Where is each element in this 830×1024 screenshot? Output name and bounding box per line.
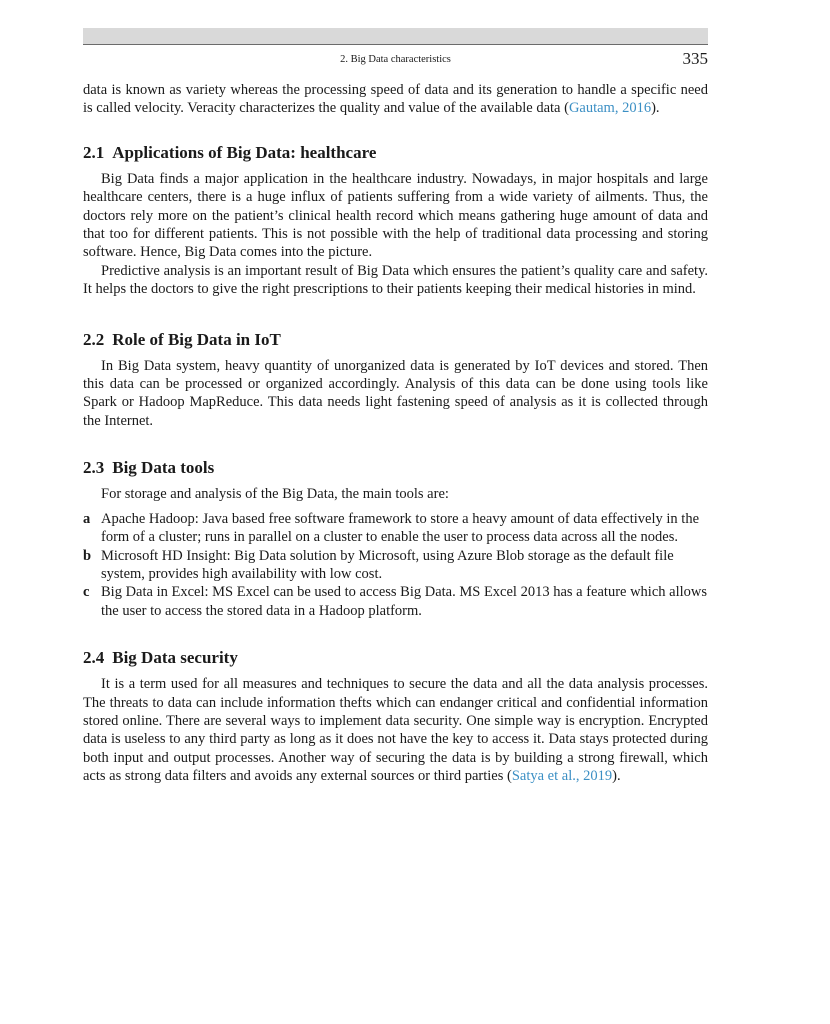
tools-lead-paragraph: For storage and analysis of the Big Data, the main tools are: [101, 486, 449, 503]
section-title: Big Data tools [112, 458, 215, 478]
list-marker: a [83, 510, 91, 527]
list-marker: b [83, 547, 92, 564]
section-title: Applications of Big Data: healthcare [112, 142, 377, 162]
intro-tail: ). [651, 100, 660, 117]
section-number: 2.3 [83, 458, 105, 478]
page-body [83, 81, 708, 786]
section-number: 2.4 [83, 648, 105, 668]
section-heading-2-2 [83, 329, 708, 351]
security-text: It is a term used for all measures and techniques to secure the data and all the data analysis processes. The threats to data can include information thefts which can endanger critical and confidential information stored online. There are several ways to implement data security. One simple way is encryption. Encrypted data is useless to any third party as long as it does not have the key to access it. Data stays protected during both input and output processes. Another way of securing the data is by building a strong firewall, which acts as strong data filters and avoids any external sources or third parties ( [83, 676, 708, 785]
section-number: 2.2 [83, 329, 105, 349]
list-item [83, 510, 708, 547]
list-item-text: Big Data in Excel: MS Excel can be used to access Big Data. MS Excel 2013 has a feature which allows the user to access the stored data in a Hadoop platform. [101, 584, 708, 619]
list-marker: c [83, 584, 90, 601]
section-title: Role of Big Data in IoT [112, 329, 281, 349]
tools-list [83, 510, 708, 620]
section-heading-2-1 [83, 142, 708, 164]
citation-link-gautam[interactable]: Gautam, 2016 [568, 100, 652, 117]
list-item-text: Apache Hadoop: Java based free software framework to store a heavy amount of data effectively in the form of a cluster; runs in parallel on a cluster to enable the user to process data across all the nodes. [101, 510, 700, 546]
page-number: 335 [682, 49, 708, 68]
running-title: 2. Big Data characteristics [340, 54, 451, 65]
paragraph-iot: In Big Data system, heavy quantity of unorganized data is generated by IoT devices and stored. Then this data can be processed or organized accordingly. Analysis of this data can be done using tools like Spark or Hadoop MapReduce. This data needs light fastening speed of analysis as it is collected through the Internet. [83, 357, 708, 429]
section-heading-2-3 [83, 457, 708, 479]
intro-paragraph [83, 81, 708, 118]
list-item-text: Microsoft HD Insight: Big Data solution by Microsoft, using Azure Blob storage as the default file system, provides high availability with low cost. [101, 547, 674, 582]
running-head [83, 50, 708, 70]
header-rule-bar [83, 28, 708, 45]
security-tail: ). [612, 768, 621, 785]
paragraph-healthcare-2: Predictive analysis is an important result of Big Data which ensures the patient’s quality care and safety. It helps the doctors to give the right prescriptions to their patients keeping their medical histories in mind. [83, 262, 708, 298]
section-heading-2-4 [83, 647, 708, 669]
paragraph-security [83, 675, 708, 785]
list-item [83, 583, 708, 620]
section-number: 2.1 [83, 142, 105, 162]
section-title: Big Data security [112, 648, 238, 668]
list-item [83, 547, 708, 584]
citation-link-satya[interactable]: Satya et al., 2019 [511, 768, 613, 785]
intro-text: data is known as variety whereas the processing speed of data and its generation to handle a specific need is called velocity. Veracity characterizes the quality and value of the available data ( [83, 82, 708, 117]
paragraph-healthcare-1: Big Data finds a major application in the healthcare industry. Nowadays, in major hospitals and large healthcare centers, there is a huge influx of patients suffering from a wide variety of ailments. Thus, the doctors rely more on the patient’s clinical health record which means gathering huge amount of data and that too for different patients. This is not possible with the help of traditional data processing and storing software. Hence, Big Data comes into the picture. [83, 170, 708, 261]
